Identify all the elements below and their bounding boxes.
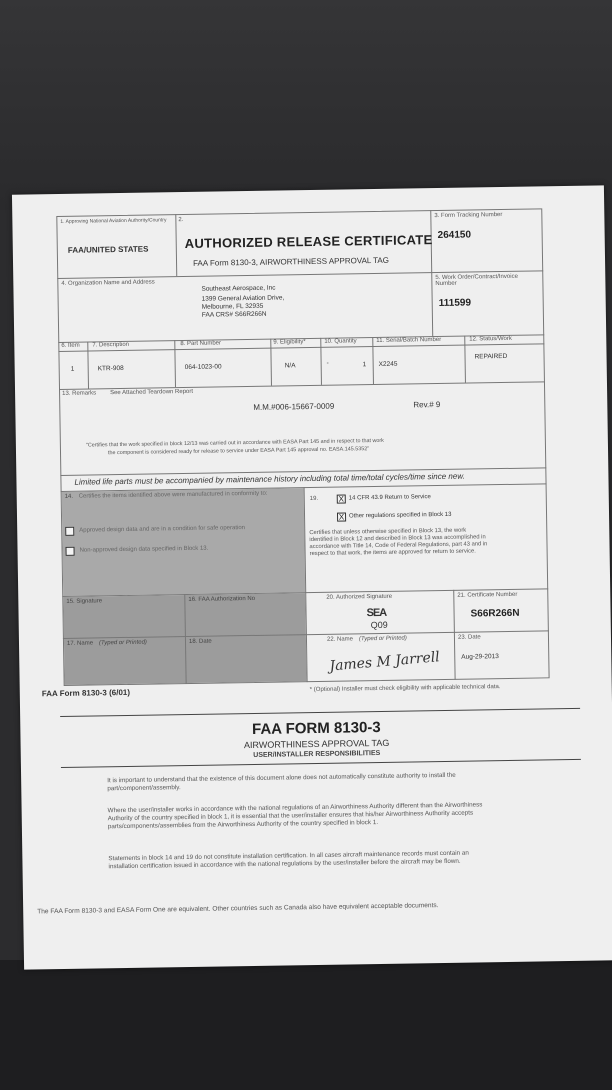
block4-label: 4. Organization Name and Address: [61, 279, 155, 287]
block23-label: 23. Date: [457, 634, 481, 641]
block23-value: Aug-29-2013: [461, 653, 499, 661]
block14-shading: [62, 488, 306, 596]
col-quantity: 10. Quantity: [324, 338, 357, 345]
responsibility-para-1: It is important to understand that the existence of this document alone does not automatically constitute authority to install the part/component/assembly.: [107, 771, 456, 793]
block21-label: 21. Certificate Number: [457, 591, 518, 599]
block1-value: FAA/UNITED STATES: [67, 244, 149, 255]
row-eligibility: N/A: [284, 362, 296, 370]
block5-label: 5. Work Order/Contract/Invoice Number: [435, 273, 518, 288]
row-serial: X2245: [378, 360, 398, 368]
block20-label: 20. Authorized Signature: [326, 593, 393, 601]
back-subheading-1: AIRWORTHINESS APPROVAL TAG: [243, 737, 390, 751]
form-number: FAA Form 8130-3 (6/01): [41, 687, 131, 699]
block17-hint: (Typed or Printed): [98, 639, 147, 647]
return-to-service-label: 14 CFR 43.9 Return to Service: [348, 494, 431, 502]
block5-value: 111599: [438, 297, 472, 310]
block1-label: 1. Approving National Aviation Authority/Country: [60, 217, 167, 225]
row-status: REPAIRED: [474, 352, 508, 361]
row-item: 1: [70, 365, 75, 373]
col-serial: 11. Serial/Batch Number: [376, 336, 442, 344]
block3-value: 264150: [437, 229, 472, 242]
other-regulations-checkbox[interactable]: X: [338, 512, 345, 522]
back-subheading-2: USER/INSTALLER RESPONSIBILITIES: [253, 749, 381, 759]
block18-label: 18. Date: [188, 638, 212, 645]
org-line-3: Melbourne, FL 32935: [201, 302, 264, 311]
eligibility-footnote: * (Optional) Installer must check eligibility with applicable technical data.: [309, 684, 501, 694]
easa-statement-2: the component is considered ready for release to service under EASA Part 145 approval no. EASA.145.5352": [107, 446, 370, 457]
mm-reference: M.M.#006-15667-0009: [253, 401, 335, 412]
col-eligibility: 9. Eligibility*: [273, 339, 306, 346]
certifies-line-1: Certifies that unless otherwise specified in Block 13, the work: [309, 527, 467, 537]
row-description: KTR-908: [97, 364, 124, 373]
return-to-service-checkbox[interactable]: X: [338, 494, 345, 504]
block19-label: 19.: [309, 495, 319, 503]
background-top: [0, 0, 612, 210]
certificate-title: AUTHORIZED RELEASE CERTIFICATE: [184, 232, 433, 251]
remarks-label: 13. Remarks: [62, 390, 97, 397]
block14-text: Certifies the items identified above were manufactured in conformity to:: [78, 490, 268, 500]
divider-top: [60, 708, 580, 717]
stamp-logo: SEA: [366, 606, 387, 620]
block3-label: 3. Form Tracking Number: [434, 211, 503, 220]
stamp-code: Q09: [370, 619, 388, 631]
form-sheet: [12, 185, 612, 969]
block16-label: 16. FAA Authorization No: [188, 595, 256, 603]
block17-label: 17. Name: [66, 640, 94, 647]
approved-design-checkbox[interactable]: [65, 527, 74, 536]
row-part-number: 064-1023-00: [184, 363, 222, 372]
block22-label: 22. Name: [326, 636, 354, 643]
responsibility-para-3: Statements in block 14 and 19 do not constitute installation certification. In all cases aircraft maintenance records must contain an installation certification issued in accordance with the national regulations by the user/installer before the aircraft may be flown.: [108, 849, 469, 871]
handwritten-signature: James M Jarrell: [328, 649, 441, 675]
certifies-line-4: respect to that work, the items are approved for return to service.: [309, 548, 476, 558]
block15-label: 15. Signature: [66, 598, 103, 605]
certificate-subtitle: FAA Form 8130-3, AIRWORTHINESS APPROVAL TAG: [192, 255, 390, 268]
equivalence-note: The FAA Form 8130-3 and EASA Form One are equivalent. Other countries such as Canada also have equivalent acceptable documents.: [37, 902, 439, 916]
row-dash: -: [326, 359, 329, 367]
col-part-number: 8. Part Number: [180, 340, 222, 348]
back-heading: FAA FORM 8130-3: [251, 718, 381, 738]
org-line-1: Southeast Aerospace, Inc: [201, 284, 276, 293]
block21-value: S66R266N: [470, 607, 520, 620]
certifies-line-3: accordance with Title 14, Code of Federal Regulations, part 43 and in: [309, 541, 488, 551]
block14-label: 14.: [64, 493, 74, 500]
revision: Rev.# 9: [413, 399, 441, 410]
org-line-4: FAA CRS# S66R266N: [201, 310, 267, 319]
org-line-2: 1399 General Aviation Drive,: [201, 294, 285, 303]
responsibility-para-2: Where the user/installer works in accordance with the national regulations of an Airworthiness Authority different than the Airworthiness Authority of the country specified in block 1, it is essential that the user/installer ensures that his/her Airworthiness Authority accepts parts/components/assemblies from the Airworthiness Authority of the country specified in block 1.: [107, 801, 483, 831]
approved-design-label: Approved design data and are in a condition for safe operation: [79, 525, 246, 534]
nonapproved-design-label: Non-approved design data specified in Block 13.: [79, 545, 209, 554]
other-regulations-label: Other regulations specified in Block 13: [348, 511, 452, 520]
remarks-text: See Attached Teardown Report: [110, 388, 194, 397]
col-status: 12. Status/Work: [469, 335, 512, 343]
llp-note: Limited life parts must be accompanied by maintenance history including total time/total cycles/time since new.: [74, 471, 465, 487]
easa-statement-1: "Certifies that the work specified in block 12/13 was carried out in accordance with EASA Part 145 and in respect to that work: [85, 437, 384, 449]
block22-hint: (Typed or Printed): [358, 635, 407, 643]
block2-label: 2.: [178, 217, 184, 224]
nonapproved-design-checkbox[interactable]: [65, 547, 74, 556]
certifies-line-2: identified in Block 12 and described in Block 13 was accomplished in: [309, 534, 486, 544]
background-table: [0, 960, 612, 1090]
col-item: 6. Item: [61, 342, 80, 349]
col-description: 7. Description: [92, 341, 130, 349]
row-quantity: 1: [362, 361, 367, 369]
